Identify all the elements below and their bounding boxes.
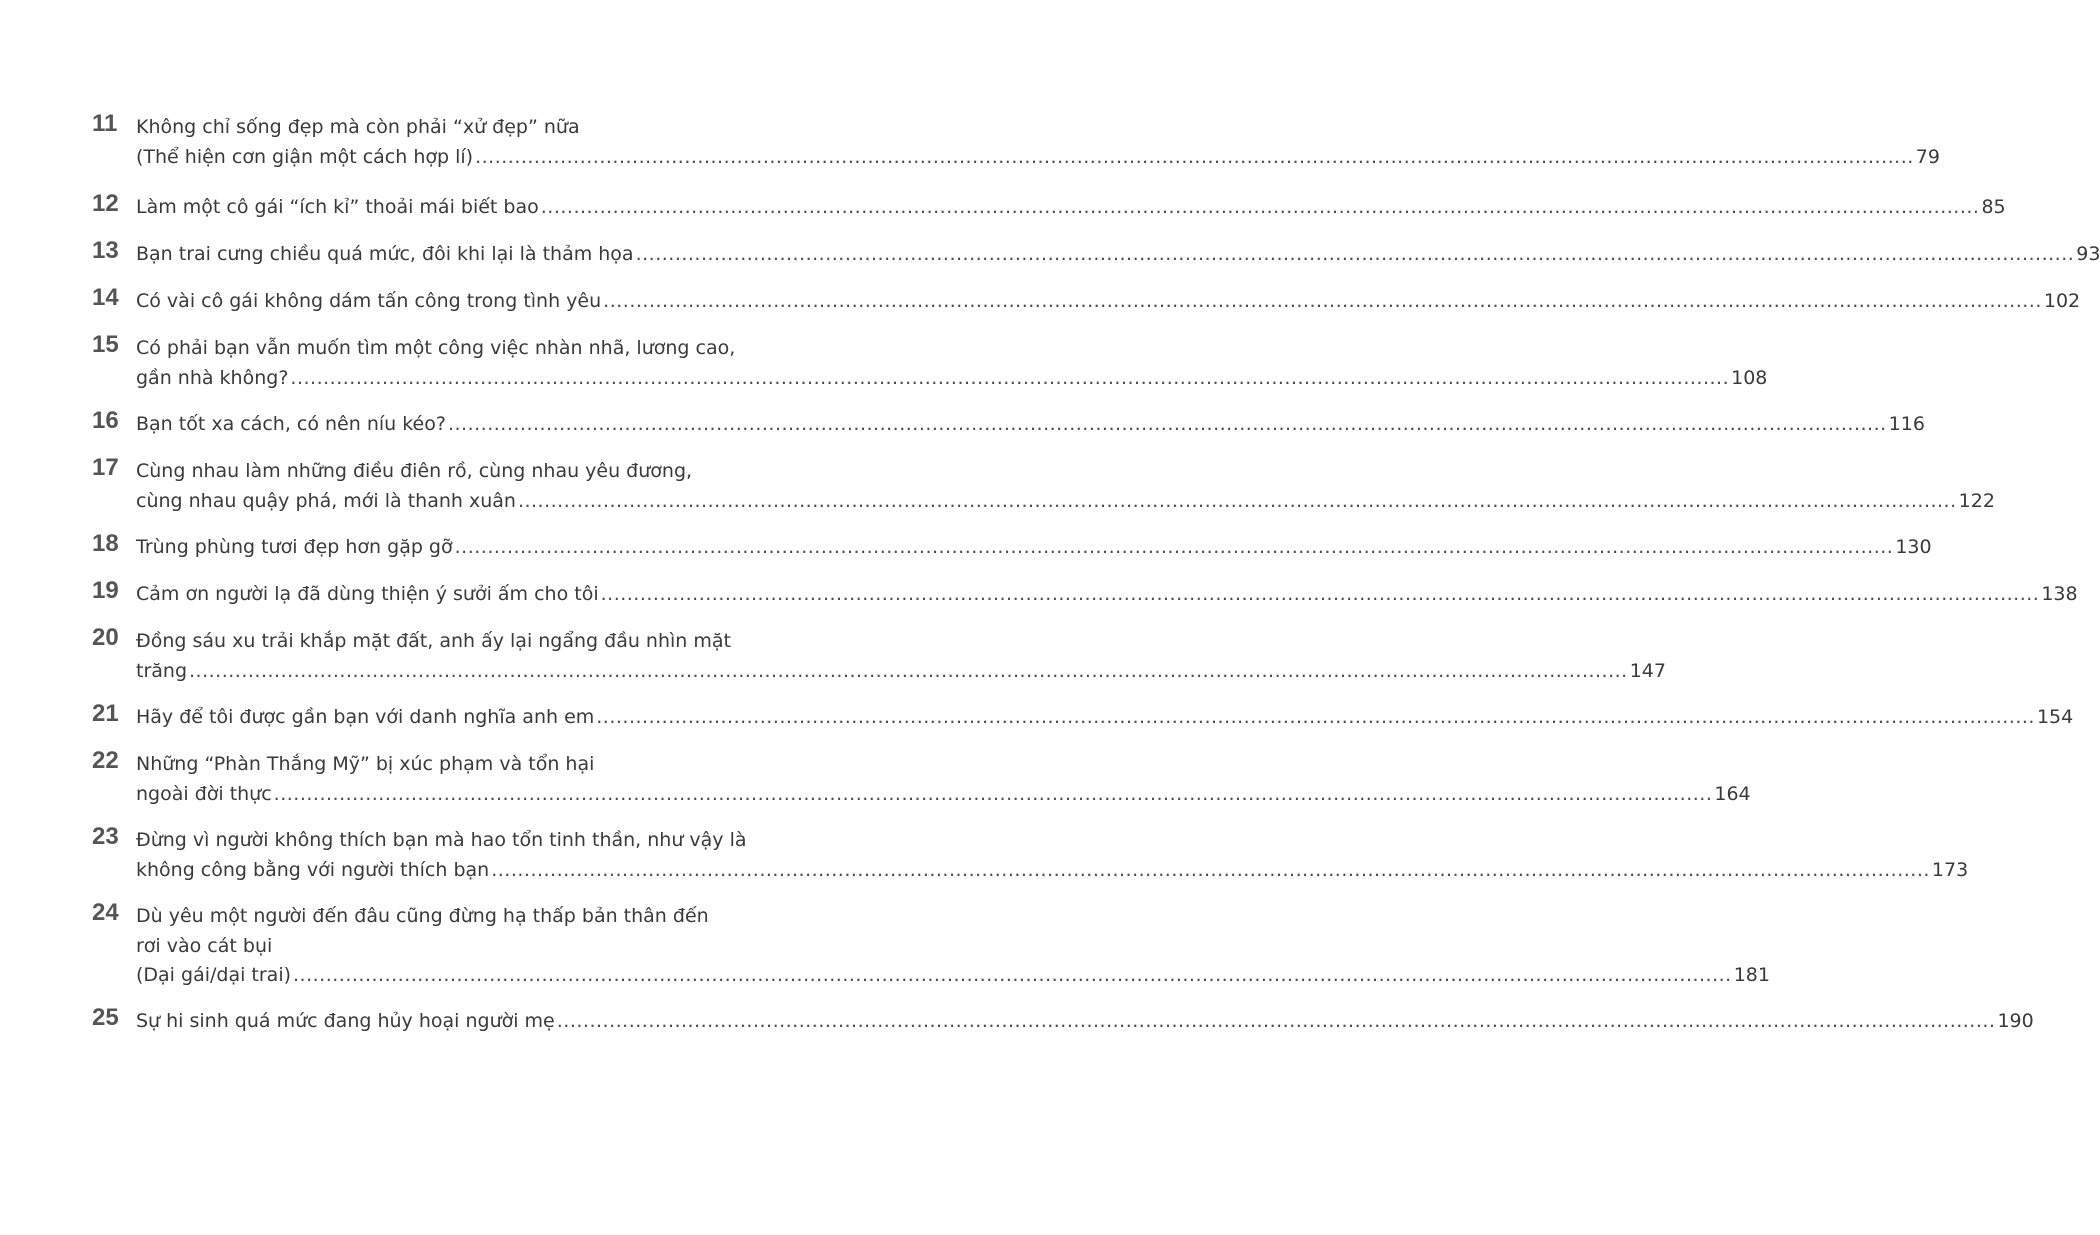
title-last-line <box>136 240 2100 270</box>
title-line: Có phải bạn vẫn muốn tìm một công việc nhàn nhã, lương cao, <box>136 337 736 359</box>
title-text: gần nhà không? <box>136 366 289 389</box>
page-number: 116 <box>1888 413 1925 435</box>
chapter-number: 24 <box>92 899 119 926</box>
chapter-title <box>136 902 1770 991</box>
chapter-title <box>136 193 2006 223</box>
page-number: 173 <box>1931 858 1969 881</box>
chapter-number: 11 <box>92 110 118 137</box>
page-number: 108 <box>1731 366 1768 389</box>
title-line: Không chỉ sống đẹp mà còn phải “xử đẹp” nữa <box>136 116 580 138</box>
chapter-number: 13 <box>92 237 119 264</box>
chapter-number: 14 <box>92 284 119 311</box>
chapter-number: 22 <box>92 747 119 774</box>
title-text: (Thể hiện cơn giận một cách hợp lí) <box>136 145 474 168</box>
chapter-title <box>136 240 2100 270</box>
chapter-number: 19 <box>92 577 119 604</box>
chapter-title <box>136 533 1932 563</box>
page-number: 154 <box>2036 706 2074 728</box>
page-number: 93 <box>2076 243 2100 265</box>
title-last-line <box>136 487 1995 517</box>
chapter-number: 18 <box>92 530 119 557</box>
chapter-title <box>136 334 1768 393</box>
dot-leader: ............................................................................................................................................................................................................................ <box>475 145 1914 168</box>
title-last-line <box>136 580 2078 610</box>
page-number: 122 <box>1958 489 1995 512</box>
dot-leader: ............................................................................................................................................................................................................................ <box>447 413 1887 435</box>
title-last-line <box>136 961 1770 991</box>
title-text: không công bằng với người thích bạn <box>136 858 490 881</box>
title-last-line <box>136 193 2006 223</box>
page-number: 181 <box>1733 964 1770 986</box>
dot-leader: ............................................................................................................................................................................................................................ <box>600 583 2040 605</box>
chapter-title <box>136 1007 2034 1037</box>
chapter-title <box>136 113 1940 172</box>
title-text: ngoài đời thực <box>136 782 272 805</box>
dot-leader: ............................................................................................................................................................................................................................ <box>491 858 1930 881</box>
page-number: 138 <box>2041 583 2078 605</box>
chapter-title <box>136 750 1751 809</box>
title-last-line <box>136 143 1940 173</box>
title-text: Trùng phùng tươi đẹp hơn gặp gỡ <box>136 536 453 558</box>
title-line: Đừng vì người không thích bạn mà hao tổn tinh thần, như vậy là <box>136 829 747 851</box>
title-last-line <box>136 364 1768 394</box>
title-line: Những “Phàn Thắng Mỹ” bị xúc phạm và tổn hại <box>136 753 595 775</box>
title-last-line <box>136 533 1932 563</box>
title-last-line <box>136 287 2081 317</box>
chapter-title <box>136 627 1666 686</box>
title-text: trăng <box>136 659 188 682</box>
dot-leader: ............................................................................................................................................................................................................................ <box>556 1010 1996 1032</box>
title-text: Bạn tốt xa cách, có nên níu kéo? <box>136 413 446 435</box>
dot-leader: ............................................................................................................................................................................................................................ <box>454 536 1894 558</box>
title-line: Đồng sáu xu trải khắp mặt đất, anh ấy lại ngẩng đầu nhìn mặt <box>136 630 731 652</box>
chapter-title <box>136 703 2074 733</box>
title-text: Có vài cô gái không dám tấn công trong tình yêu <box>136 290 602 312</box>
title-line: rơi vào cát bụi <box>136 934 273 957</box>
dot-leader: ............................................................................................................................................................................................................................ <box>290 366 1730 389</box>
title-last-line <box>136 780 1751 810</box>
title-last-line <box>136 410 1925 440</box>
page-number: 190 <box>1997 1010 2034 1032</box>
chapter-number: 23 <box>92 823 119 850</box>
page-number: 85 <box>1981 196 2006 218</box>
page-number: 79 <box>1915 145 1940 168</box>
title-line: Dù yêu một người đến đâu cũng đừng hạ thấp bản thân đến <box>136 905 709 927</box>
chapter-title <box>136 410 1925 440</box>
page-number: 102 <box>2043 290 2081 312</box>
chapter-title <box>136 287 2081 317</box>
chapter-title <box>136 457 1995 516</box>
dot-leader: ............................................................................................................................................................................................................................ <box>603 290 2042 312</box>
dot-leader: ............................................................................................................................................................................................................................ <box>635 243 2075 265</box>
chapter-title <box>136 580 2078 610</box>
page-number: 147 <box>1629 659 1666 682</box>
chapter-number: 21 <box>92 700 119 727</box>
page-number: 130 <box>1895 536 1932 558</box>
title-text: Sự hi sinh quá mức đang hủy hoại người mẹ <box>136 1010 555 1032</box>
title-last-line <box>136 657 1666 687</box>
dot-leader: ............................................................................................................................................................................................................................ <box>293 964 1732 986</box>
dot-leader: ............................................................................................................................................................................................................................ <box>540 196 1980 218</box>
title-last-line <box>136 1007 2034 1037</box>
title-line: Cùng nhau làm những điều điên rồ, cùng nhau yêu đương, <box>136 460 693 482</box>
page-number: 164 <box>1714 782 1751 805</box>
chapter-number: 20 <box>92 624 119 651</box>
chapter-number: 12 <box>92 190 119 217</box>
title-text: (Dại gái/dại trai) <box>136 964 292 986</box>
chapter-number: 17 <box>92 454 119 481</box>
chapter-number: 16 <box>92 407 119 434</box>
chapter-number: 25 <box>92 1004 119 1031</box>
title-text: Làm một cô gái “ích kỉ” thoải mái biết bao <box>136 196 539 218</box>
dot-leader: ............................................................................................................................................................................................................................ <box>189 659 1628 682</box>
dot-leader: ............................................................................................................................................................................................................................ <box>596 706 2035 728</box>
title-text: Bạn trai cưng chiều quá mức, đôi khi lại là thảm họa <box>136 243 634 265</box>
dot-leader: ............................................................................................................................................................................................................................ <box>517 489 1957 512</box>
dot-leader: ............................................................................................................................................................................................................................ <box>273 782 1713 805</box>
title-text: Hãy để tôi được gần bạn với danh nghĩa anh em <box>136 706 595 728</box>
title-text: cùng nhau quậy phá, mới là thanh xuân <box>136 489 516 512</box>
chapter-title <box>136 826 1969 885</box>
title-last-line <box>136 856 1969 886</box>
title-text: Cảm ơn người lạ đã dùng thiện ý sưởi ấm cho tôi <box>136 583 599 605</box>
title-last-line <box>136 703 2074 733</box>
chapter-number: 15 <box>92 331 119 358</box>
